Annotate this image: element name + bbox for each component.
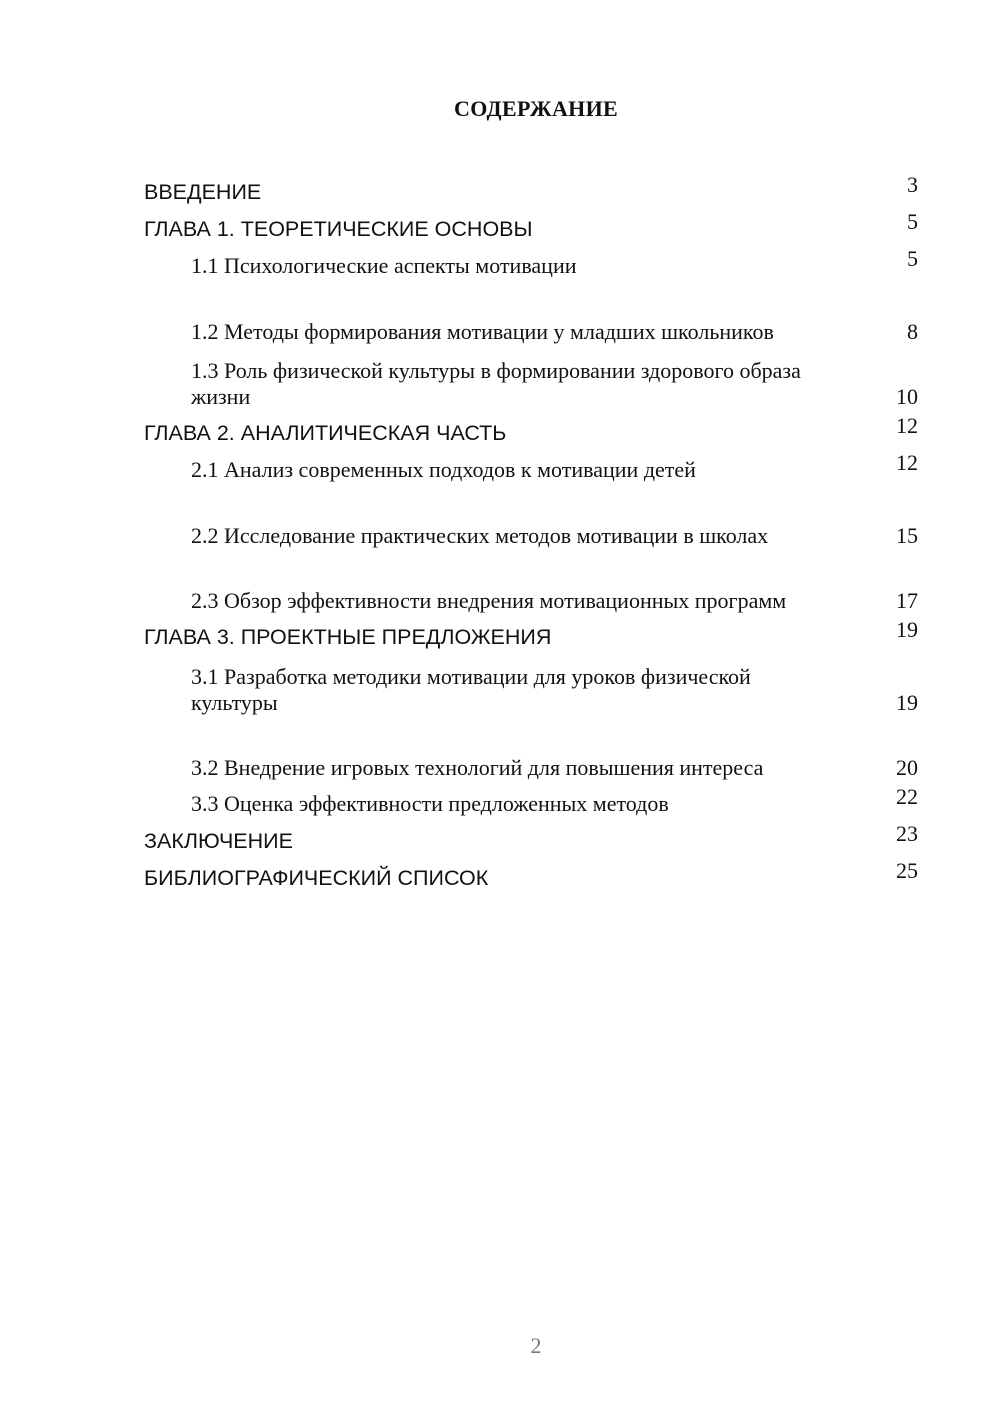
toc-entry-section-3-3[interactable] <box>144 782 918 819</box>
toc-entry-page: 12 <box>896 413 918 438</box>
toc-entry-page: 5 <box>907 246 918 271</box>
toc-entry-section-3-2[interactable] <box>144 717 918 782</box>
toc-entry-page: 25 <box>896 858 918 883</box>
toc-entry-section-2-1[interactable] <box>144 448 918 485</box>
toc-entry-text: ЗАКЛЮЧЕНИЕ <box>144 829 293 853</box>
toc-entry-page: 15 <box>896 523 918 548</box>
toc-entry-page: 19 <box>896 690 918 715</box>
toc-entry-page: 22 <box>896 784 918 809</box>
toc-entry-section-2-2[interactable] <box>144 485 918 550</box>
page-number: 2 <box>530 1333 542 1358</box>
toc-entry-text: 3.2 Внедрение игровых технологий для повышения интереса <box>191 755 764 780</box>
toc-entry-text: ВВЕДЕНИЕ <box>144 180 262 204</box>
toc-entry-text: БИБЛИОГРАФИЧЕСКИЙ СПИСОК <box>144 866 489 890</box>
toc-entry-section-1-2[interactable] <box>144 281 918 346</box>
toc-entry-page: 20 <box>896 755 918 780</box>
toc-entry-text: ГЛАВА 2. АНАЛИТИЧЕСКАЯ ЧАСТЬ <box>144 421 507 445</box>
toc-entry-text: 1.1 Психологические аспекты мотивации <box>191 253 577 278</box>
toc-entry-text: 1.2 Методы формирования мотивации у младших школьников <box>191 319 774 344</box>
page-title: СОДЕРЖАНИЕ <box>454 96 618 121</box>
toc-entry-introduction[interactable] <box>144 170 918 207</box>
toc-entry-page: 12 <box>896 450 918 475</box>
toc-entry-section-3-1[interactable] <box>144 652 918 717</box>
toc-entry-text: 1.3 Роль физической культуры в формировании здорового образа жизни <box>191 358 801 409</box>
toc-entry-page: 3 <box>907 172 918 197</box>
toc-entry-text: ГЛАВА 1. ТЕОРЕТИЧЕСКИЕ ОСНОВЫ <box>144 217 533 241</box>
toc-entry-page: 23 <box>896 821 918 846</box>
toc-entry-bibliography[interactable] <box>144 856 918 893</box>
toc-entry-text: ГЛАВА 3. ПРОЕКТНЫЕ ПРЕДЛОЖЕНИЯ <box>144 625 552 649</box>
toc-entry-section-2-3[interactable] <box>144 550 918 615</box>
toc-entry-text: 2.2 Исследование практических методов мотивации в школах <box>191 523 769 548</box>
toc-entry-text: 3.3 Оценка эффективности предложенных методов <box>191 791 669 816</box>
toc-entry-page: 19 <box>896 617 918 642</box>
toc-entry-chapter-1[interactable] <box>144 207 918 244</box>
table-of-contents <box>144 170 918 893</box>
toc-entry-section-1-1[interactable] <box>144 244 918 281</box>
toc-entry-text: 2.3 Обзор эффективности внедрения мотивационных программ <box>191 588 787 613</box>
toc-entry-conclusion[interactable] <box>144 819 918 856</box>
toc-entry-chapter-2[interactable] <box>144 411 918 448</box>
toc-entry-page: 10 <box>896 384 918 409</box>
toc-entry-text: 2.1 Анализ современных подходов к мотивации детей <box>191 457 696 482</box>
toc-entry-page: 17 <box>896 588 918 613</box>
toc-entry-page: 5 <box>907 209 918 234</box>
toc-entry-text: 3.1 Разработка методики мотивации для уроков физической культуры <box>191 664 751 715</box>
toc-entry-page: 8 <box>907 319 918 344</box>
toc-entry-chapter-3[interactable] <box>144 615 918 652</box>
toc-entry-section-1-3[interactable] <box>144 346 918 411</box>
